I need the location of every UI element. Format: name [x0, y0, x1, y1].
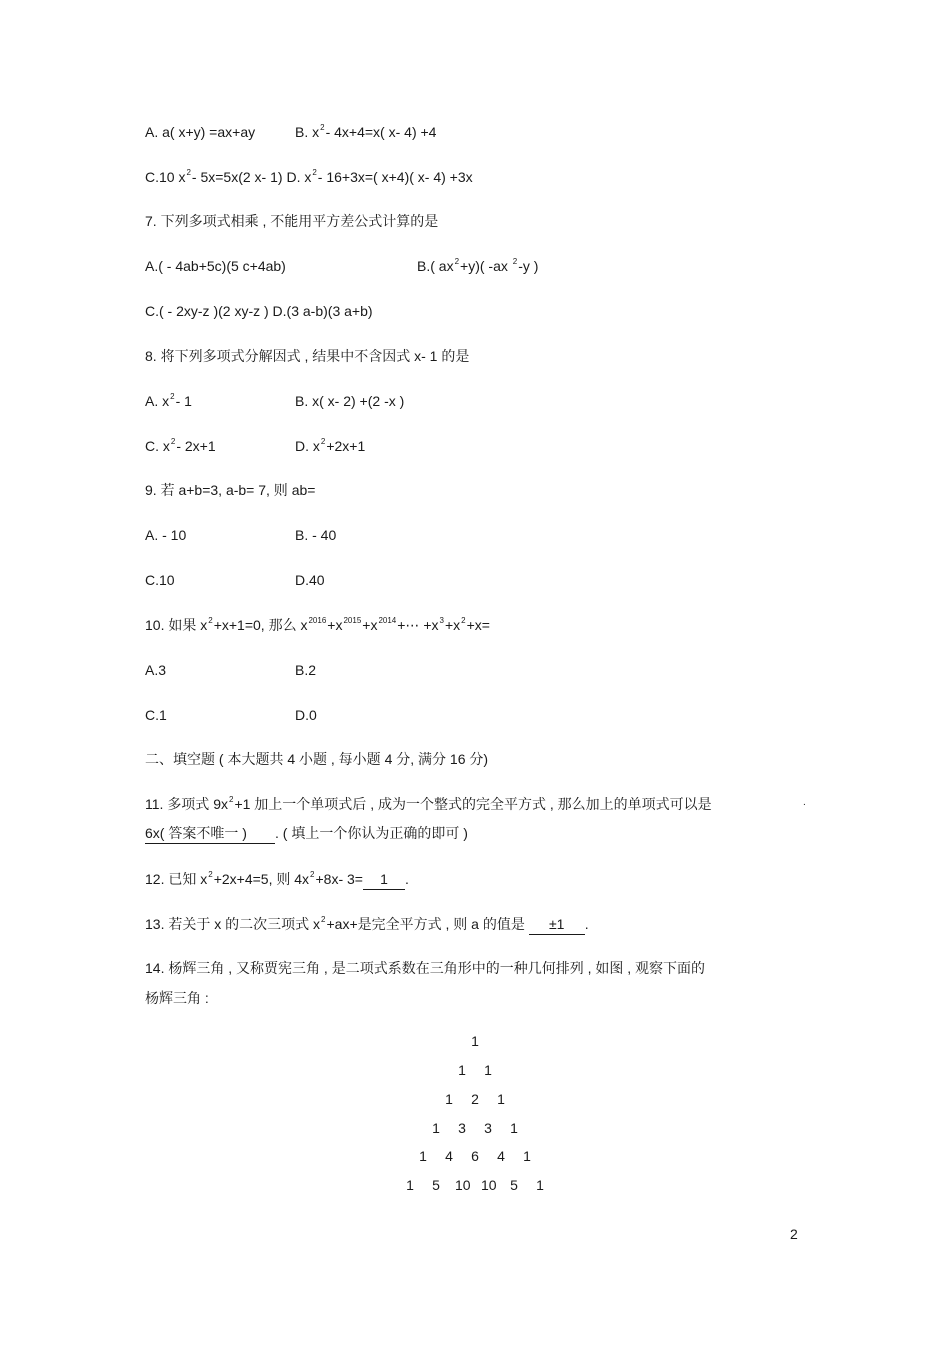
q14-line2: 杨辉三角 : — [145, 990, 209, 1006]
triangle-row — [0, 1031, 950, 1051]
triangle-number: 6 — [471, 1148, 479, 1164]
q7-stem: 7. 下列多项式相乘 , 不能用平方差公式计算的是 — [145, 213, 439, 229]
q10-row-cd — [145, 705, 317, 725]
triangle-number: 1 — [406, 1177, 414, 1193]
q7-row-cd: C.( - 2xy-z )(2 xy-z ) D.(3 a-b)(3 a+b) — [145, 303, 373, 319]
triangle-row — [0, 1089, 950, 1109]
triangle-number: 10 — [455, 1177, 471, 1193]
q6-option-a: A. a( x+y) =ax+ay — [145, 124, 256, 140]
q12-stem: 12. 已知 $x^2+2x+4=5$, 则 $4x^2+8x-$ 3= 1 . — [145, 869, 409, 889]
q6-option-b: B. $x^2-$ 4x+4=x( x- 4) +4 — [295, 123, 437, 140]
q10-option-a: A.3 — [145, 662, 167, 678]
q9-option-c: C.10 — [145, 572, 175, 588]
q7-option-a: A.( - 4ab+5c)(5 c+4ab) — [145, 258, 286, 274]
q12-answer: 1 — [363, 871, 405, 890]
triangle-row — [0, 1118, 950, 1138]
q9-row-ab — [145, 525, 337, 545]
triangle-number: 1 — [484, 1062, 492, 1078]
triangle-row — [0, 1175, 950, 1195]
triangle-number: 5 — [510, 1177, 518, 1193]
q9-row-cd — [145, 570, 325, 590]
q10-option-c: C.1 — [145, 707, 167, 723]
triangle-number: 1 — [523, 1148, 531, 1164]
q8-option-b: B. x( x- 2) +(2 -x ) — [295, 393, 405, 409]
triangle-number: 3 — [484, 1120, 492, 1136]
q8-option-a: A. $x^2-$ 1 — [145, 392, 192, 409]
q10-row-ab — [145, 660, 317, 680]
q9-option-d: D.40 — [295, 572, 325, 588]
q14-line1: 14. 杨辉三角 , 又称贾宪三角 , 是二项式系数在三角形中的一种几何排列 , 如图 , 观察下面的 — [145, 960, 706, 976]
triangle-number: 4 — [445, 1148, 453, 1164]
triangle-number: 1 — [419, 1148, 427, 1164]
q11-answer: 6x( 答案不唯一 ) — [145, 825, 275, 844]
triangle-number: 1 — [497, 1091, 505, 1107]
triangle-number: 1 — [432, 1120, 440, 1136]
q9-stem: 9. 若 a+b=3, a-b= 7, 则 ab= — [145, 482, 316, 498]
q8-option-c: C. $x^2-$ 2x+1 — [145, 437, 216, 454]
q8-stem: 8. 将下列多项式分解因式 , 结果中不含因式 x- 1 的是 — [145, 348, 470, 364]
q10-stem: 10. 如果 $x^2+x+1=0$, 那么 $x^{2016}+x^{2015}+x^{2014}+\cdots +x^3+x^2+x=$ — [145, 616, 490, 633]
section-heading-fill-in: 二、填空题 ( 本大题共 4 小题 , 每小题 4 分, 满分 16 分) — [145, 751, 489, 767]
q10-option-b: B.2 — [295, 662, 317, 678]
q9-option-b: B. - 40 — [295, 527, 337, 543]
q8-row-ab — [145, 391, 405, 411]
triangle-number: 3 — [458, 1120, 466, 1136]
q13-answer: ±1 — [529, 916, 585, 935]
triangle-number: 10 — [481, 1177, 497, 1193]
q7-option-b: B.( $ax^2+y$)( -ax $^2$-y ) — [417, 257, 539, 274]
q6-option-c: C.10 $x^2-$ 5x=5x(2 x- 1) — [145, 168, 283, 185]
triangle-number: 2 — [471, 1091, 479, 1107]
q9-option-a: A. - 10 — [145, 527, 187, 543]
q10-option-d: D.0 — [295, 707, 317, 723]
q13-stem: 13. 若关于 x 的二次三项式 $x^2+ax+$是完全平方式 , 则 a 的值是 ±1 . — [145, 914, 589, 934]
triangle-number: 1 — [536, 1177, 544, 1193]
page-number: 2 — [790, 1226, 798, 1242]
q11-stem: 11. 多项式 $9x^2+1$ 加上一个单项式后 , 成为一个整式的完全平方式 , 那么加上的单项式可以是 — [145, 795, 712, 812]
triangle-row — [0, 1146, 950, 1166]
q8-row-cd — [145, 436, 366, 456]
triangle-number: 4 — [497, 1148, 505, 1164]
triangle-number: 1 — [471, 1033, 479, 1049]
q8-option-d: D. $x^2+2x+1$ — [295, 437, 366, 454]
q11-tail: . ( 填上一个你认为正确的即可 ) — [275, 825, 468, 841]
triangle-number: 1 — [445, 1091, 453, 1107]
triangle-number: 1 — [458, 1062, 466, 1078]
q6-option-d: D. $x^2-$ 16+3x=( x+4)( x- 4) +3x — [286, 168, 473, 185]
q6-row-cd — [145, 167, 473, 187]
q7-row-ab — [145, 256, 539, 276]
q11-dot: . — [803, 797, 806, 808]
q11-answer-line — [145, 823, 468, 843]
triangle-number: 5 — [432, 1177, 440, 1193]
triangle-number: 1 — [510, 1120, 518, 1136]
triangle-row — [0, 1060, 950, 1080]
q6-row-ab — [145, 122, 437, 142]
